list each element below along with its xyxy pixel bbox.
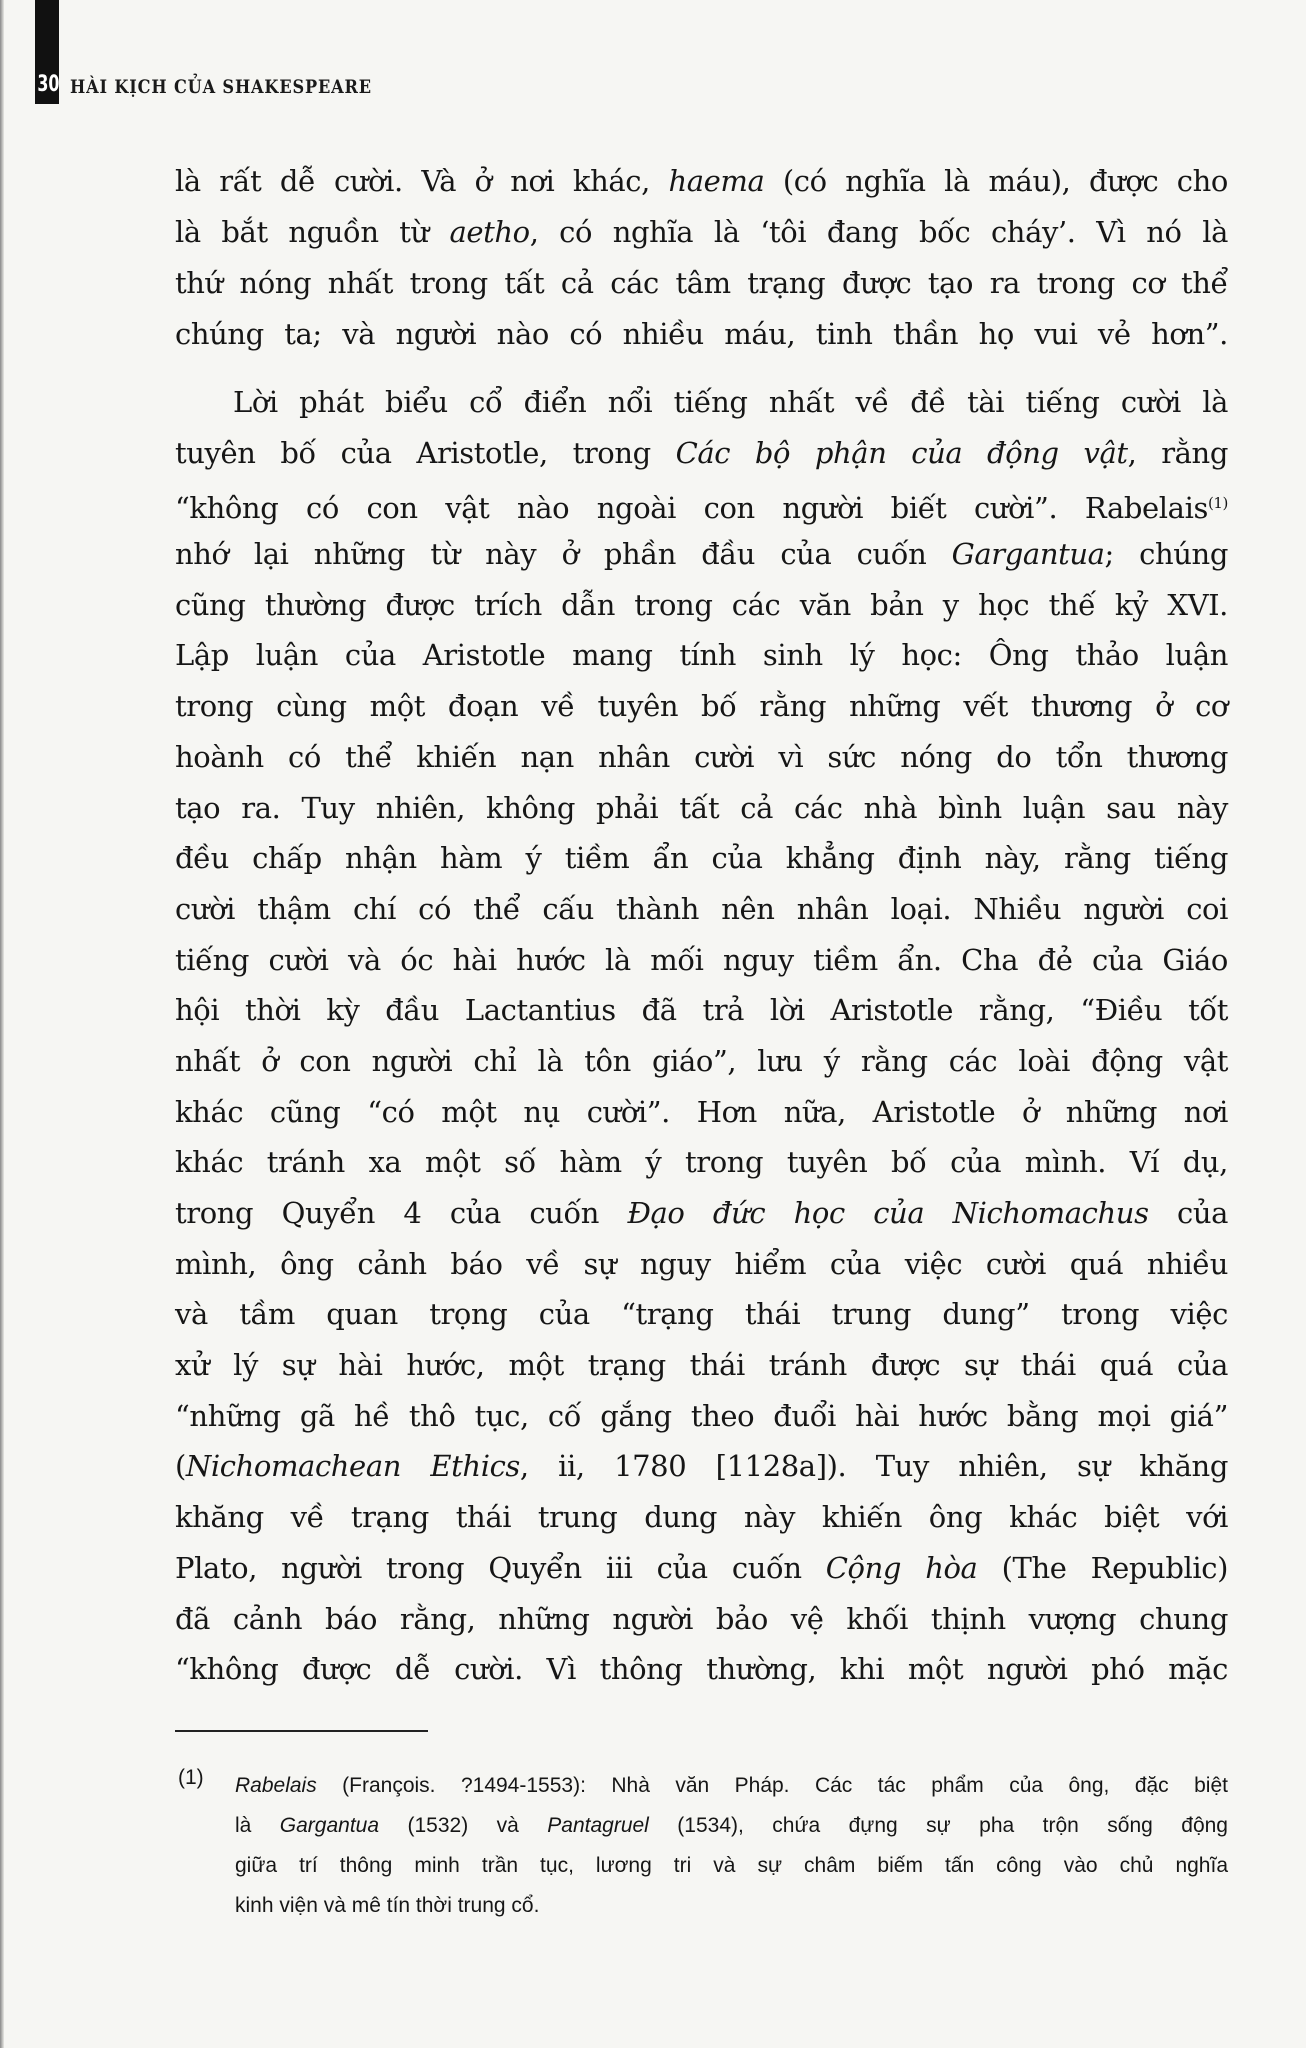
text-line	[175, 309, 1228, 360]
text-run: đã cảnh báo rằng, những người bảo vệ khối thịnh vượng chung	[175, 1601, 1228, 1636]
text-line	[175, 833, 1228, 884]
text-run: (có nghĩa là máu), được cho	[764, 164, 1228, 198]
text-line	[175, 1137, 1228, 1188]
text-line	[235, 1766, 1228, 1806]
text-run: ; chúng	[1104, 537, 1228, 572]
italic-text: Gargantua	[951, 537, 1105, 572]
text-line	[175, 1340, 1228, 1391]
text-run: đều chấp nhận hàm ý tiềm ẩn của khẳng định này, rằng tiếng	[175, 841, 1228, 876]
italic-text: Gargantua	[279, 1814, 380, 1837]
italic-text: Các bộ phận của động vật	[675, 435, 1128, 470]
text-run: của	[1148, 1196, 1228, 1230]
text-line	[235, 1846, 1228, 1886]
italic-text: Rabelais	[235, 1774, 317, 1797]
text-run: “không được dễ cười. Vì thông thường, khi một người phó mặc	[175, 1652, 1228, 1687]
text-line	[175, 1289, 1228, 1340]
text-run: là bắt nguồn từ	[175, 215, 450, 249]
page-number: 30	[37, 72, 60, 97]
text-run: tuyên bố của Aristotle, trong	[175, 435, 676, 470]
italic-text: aetho	[449, 215, 530, 249]
text-run: (The Republic)	[977, 1550, 1228, 1585]
text-run: nhất ở con người chỉ là tôn giáo”, lưu ý rằng các loài động vật	[175, 1043, 1228, 1078]
running-header-title: HÀI KỊCH CỦA SHAKESPEARE	[70, 76, 372, 98]
text-run: mình, ông cảnh báo về sự nguy hiểm của việc cười quá nhiều	[175, 1246, 1228, 1281]
text-line	[175, 681, 1228, 732]
text-run: trong Quyển 4 của cuốn	[175, 1196, 628, 1230]
text-run: (	[175, 1449, 186, 1484]
text-line	[175, 377, 1228, 428]
text-run: trong cùng một đoạn về tuyên bố rằng những vết thương ở cơ	[175, 689, 1228, 724]
text-run: tạo ra. Tuy nhiên, không phải tất cả các nhà bình luận sau này	[175, 790, 1228, 825]
text-line	[175, 884, 1228, 935]
text-line	[175, 1087, 1228, 1138]
italic-text: Nichomachean Ethics	[185, 1449, 520, 1484]
text-line	[175, 1441, 1228, 1492]
text-line	[175, 732, 1228, 783]
text-line	[175, 529, 1228, 580]
paragraph	[175, 377, 1228, 1695]
text-line	[175, 985, 1228, 1036]
text-run: (1534), chứa đựng sự pha trộn sống động	[648, 1814, 1228, 1837]
footnote-text	[235, 1766, 1228, 1926]
text-run: Lời phát biểu cổ điển nổi tiếng nhất về đề tài tiếng cười là	[233, 385, 1228, 419]
page-edge-shadow	[0, 0, 4, 2048]
text-line	[175, 1239, 1228, 1290]
text-run: khăng về trạng thái trung dung này khiến ông khác biệt với	[175, 1500, 1228, 1535]
italic-text: Pantagruel	[547, 1814, 649, 1837]
text-line	[175, 580, 1228, 631]
text-line	[175, 207, 1228, 258]
paragraph	[175, 156, 1228, 360]
text-run: xử lý sự hài hước, một trạng thái tránh được sự thái quá của	[175, 1348, 1228, 1383]
text-run: , có nghĩa là ‘tôi đang bốc cháy’. Vì nó là	[529, 215, 1228, 249]
text-run: khác tránh xa một số hàm ý trong tuyên bố của mình. Ví dụ,	[175, 1145, 1228, 1180]
italic-text: Đạo đức học của Nichomachus	[627, 1196, 1149, 1230]
footnote-reference[interactable]: (1)	[1207, 494, 1228, 513]
text-run: “không có con vật nào ngoài con người biết cười”. Rabelais	[175, 491, 1208, 526]
text-run: là rất dễ cười. Và ở nơi khác,	[175, 164, 669, 198]
text-run: “những gã hề thô tục, cố gắng theo đuổi hài hước bằng mọi giá”	[175, 1398, 1228, 1433]
text-run: là	[235, 1814, 280, 1837]
text-line	[175, 1492, 1228, 1543]
text-line	[235, 1886, 1228, 1926]
text-run: thứ nóng nhất trong tất cả các tâm trạng được tạo ra trong cơ thể	[175, 266, 1228, 300]
italic-text: Cộng hòa	[825, 1550, 978, 1585]
text-line	[175, 783, 1228, 834]
text-run: Lập luận của Aristotle mang tính sinh lý học: Ông thảo luận	[175, 638, 1228, 673]
text-line	[175, 1644, 1228, 1695]
text-line	[235, 1806, 1228, 1846]
text-line	[175, 1594, 1228, 1645]
text-run: khác cũng “có một nụ cười”. Hơn nữa, Aristotle ở những nơi	[175, 1094, 1228, 1129]
text-run: , ii, 1780 [1128a]). Tuy nhiên, sự khăng	[519, 1449, 1228, 1484]
text-line	[175, 428, 1228, 479]
text-run: hội thời kỳ đầu Lactantius đã trả lời Aristotle rằng, “Điều tốt	[175, 993, 1228, 1028]
text-line	[175, 258, 1228, 309]
text-run: , rằng	[1127, 435, 1228, 470]
text-run: tiếng cười và óc hài hước là mối nguy tiềm ẩn. Cha đẻ của Giáo	[175, 942, 1228, 977]
text-run: Plato, người trong Quyển iii của cuốn	[175, 1550, 826, 1585]
text-line	[175, 156, 1228, 207]
text-run: (François. ?1494-1553): Nhà văn Pháp. Các tác phẩm của ông, đặc biệt	[316, 1774, 1228, 1797]
text-line	[175, 630, 1228, 681]
text-run: cũng thường được trích dẫn trong các văn bản y học thế kỷ XVI.	[175, 587, 1228, 622]
text-line	[175, 935, 1228, 986]
body-text	[175, 156, 1228, 1695]
italic-text: haema	[668, 164, 765, 198]
text-line	[175, 478, 1228, 529]
text-run: cười thậm chí có thể cấu thành nên nhân loại. Nhiều người coi	[175, 891, 1228, 926]
text-run: nhớ lại những từ này ở phần đầu của cuốn	[175, 537, 952, 572]
text-run: chúng ta; và người nào có nhiều máu, tinh thần họ vui vẻ hơn”.	[175, 317, 1228, 351]
text-line	[175, 1036, 1228, 1087]
text-run: giữa trí thông minh trần tục, lương tri và sự châm biếm tấn công vào chủ nghĩa	[235, 1854, 1228, 1877]
text-line	[175, 1543, 1228, 1594]
text-line	[175, 1188, 1228, 1239]
text-run: kinh viện và mê tín thời trung cổ.	[235, 1894, 540, 1917]
text-run: hoành có thể khiến nạn nhân cười vì sức nóng do tổn thương	[175, 739, 1228, 774]
footnote-separator	[175, 1730, 428, 1732]
footnote-number: (1)	[178, 1766, 204, 1789]
text-line	[175, 1391, 1228, 1442]
text-run: và tầm quan trọng của “trạng thái trung dung” trong việc	[175, 1297, 1228, 1332]
text-run: (1532) và	[379, 1814, 548, 1837]
